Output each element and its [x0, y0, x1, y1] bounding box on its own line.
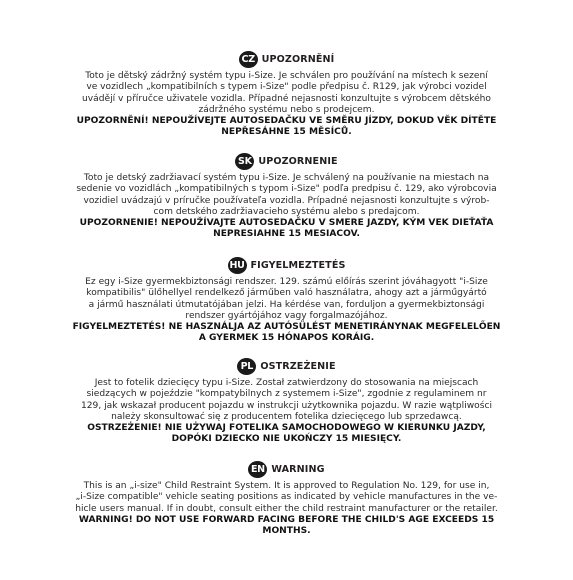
section-warning: [0, 218, 573, 241]
language-badge-sk: SK: [235, 153, 254, 170]
body-line: kompatibilis" ülőhellyel rendelkező járműben való használatra, ahogy azt a járműgyártó: [86, 288, 487, 299]
section-heading: OSTRZEŻENIE: [260, 360, 336, 372]
body-line: 129, jak wskazał producent pojazdu w instrukcji użytkownika pojazdu. W razie wątpliwości: [80, 400, 493, 411]
warning-line: A GYERMEK 15 HÓNAPOS KORÁIG.: [198, 333, 375, 344]
body-line: com detského zadržiavacieho systému alebo s predajcom.: [153, 206, 420, 217]
section-header: [0, 256, 573, 274]
language-badge-hu: HU: [228, 257, 247, 274]
body-line: Jest to fotelik dziecięcy typu i-Size. Został zatwierdzony do stosowania na miejscach: [94, 378, 479, 388]
body-line: „i-Size compatible" vehicle seating positions as indicated by vehicle manufactures in the ve-: [75, 492, 498, 503]
section-body: [0, 71, 573, 116]
section-en: [0, 460, 573, 537]
body-line: a jármű használati útmutatójában jelzi. Ha kérdése van, forduljon a gyermekbiztonsági: [88, 299, 485, 310]
warning-line: NEPRESIAHNE 15 MESIACOV.: [213, 229, 360, 240]
body-line: This is an „i-size" Child Restraint System. It is approved to Regulation No. 129, for use in,: [83, 481, 490, 491]
section-body: [0, 481, 573, 515]
body-line: hicle users manual. If in doubt, consult either the child restraint manufacturer or the retailer.: [75, 503, 498, 514]
language-badge-pl: PL: [237, 358, 256, 375]
section-header: [0, 357, 573, 375]
section-warning: [0, 322, 573, 345]
body-line: należy skonsultować się z producentem fotelika dziecięcego lub sprzedawcą.: [111, 411, 462, 422]
warning-line: UPOZORNĚNÍ! NEPOUŽÍVEJTE AUTOSEDAČKU VE SMĚRU JÍZDY, DOKUD VĚK DÍTĚTE: [76, 116, 497, 127]
section-heading: UPOZORNENIE: [258, 155, 338, 167]
warning-line: OSTRZEŻENIE! NIE UŻYWAJ FOTELIKA SAMOCHODOWEGO W KIERUNKU JAZDY,: [87, 423, 486, 434]
body-line: Toto je detský zadržiavací systém typu i-Size. Je schválený na používanie na miestach na: [83, 173, 490, 183]
section-warning: [0, 116, 573, 139]
warning-line: FIGYELMEZTETÉS! NE HASZNÁLJA AZ AUTÓSÜLÉST MENETIRÁNYNAK MEGFELELŐEN: [72, 322, 501, 333]
warning-line: MONTHS.: [262, 526, 311, 537]
warning-line: WARNING! DO NOT USE FORWARD FACING BEFORE THE CHILD'S AGE EXCEEDS 15: [78, 514, 495, 525]
language-badge-cz: CZ: [239, 51, 258, 68]
section-header: [0, 152, 573, 170]
section-heading: UPOZORNĚNÍ: [261, 53, 335, 65]
section-body: [0, 277, 573, 322]
body-line: Toto je dětský zádržný systém typu i-Size. Je schválen pro používání na místech k sezení: [85, 71, 488, 81]
section-cz: [0, 50, 573, 139]
body-line: ve vozidlech „kompatibilních s typem i-Size" podle předpisu č. R129, jak výrobci vozidel: [86, 82, 487, 93]
body-line: zádržného systému nebo s prodejcem.: [198, 104, 375, 115]
section-warning: [0, 515, 573, 538]
section-warning: [0, 423, 573, 446]
body-line: Ez egy i-Size gyermekbiztonsági rendszer. 129. számú előírás szerint jóváhagyott "i-Size: [85, 277, 488, 287]
section-pl: [0, 357, 573, 446]
body-line: siedzących w pojeździe "kompatybilnych z systemem i-Size", zgodnie z regulaminem nr: [86, 389, 487, 400]
body-line: rendszer gyártójához vagy forgalmazójához.: [185, 310, 388, 321]
section-heading: FIGYELMEZTETÉS: [250, 259, 346, 271]
section-header: [0, 50, 573, 68]
section-body: [0, 378, 573, 423]
body-line: vozidiel uvádzajú v príručke používateľa vozidla. Prípadné nejasnosti konzultujte s výrob-: [83, 195, 490, 206]
section-heading: WARNING: [271, 463, 325, 475]
section-sk: [0, 152, 573, 241]
warning-line: DOPÓKI DZIECKO NIE UKOŃCZY 15 MIESIĘCY.: [171, 434, 402, 445]
warning-line: NEPŘESÁHNE 15 MĚSÍCŮ.: [221, 127, 352, 138]
body-line: uvádějí v příručce uživatele vozidla. Případné nejasnosti konzultujte s výrobcem dětského: [82, 93, 491, 104]
language-badge-en: EN: [248, 461, 267, 478]
body-line: sedenie vo vozidlách „kompatibilných s typom i-Size" podľa predpisu č. 129, ako výrobcovia: [76, 184, 497, 195]
section-header: [0, 460, 573, 478]
section-body: [0, 173, 573, 218]
section-hu: [0, 256, 573, 345]
warning-line: UPOZORNENIE! NEPOUŽÍVAJTE AUTOSEDAČKU V SMERE JAZDY, KÝM VEK DIEŤAŤA: [79, 218, 494, 229]
